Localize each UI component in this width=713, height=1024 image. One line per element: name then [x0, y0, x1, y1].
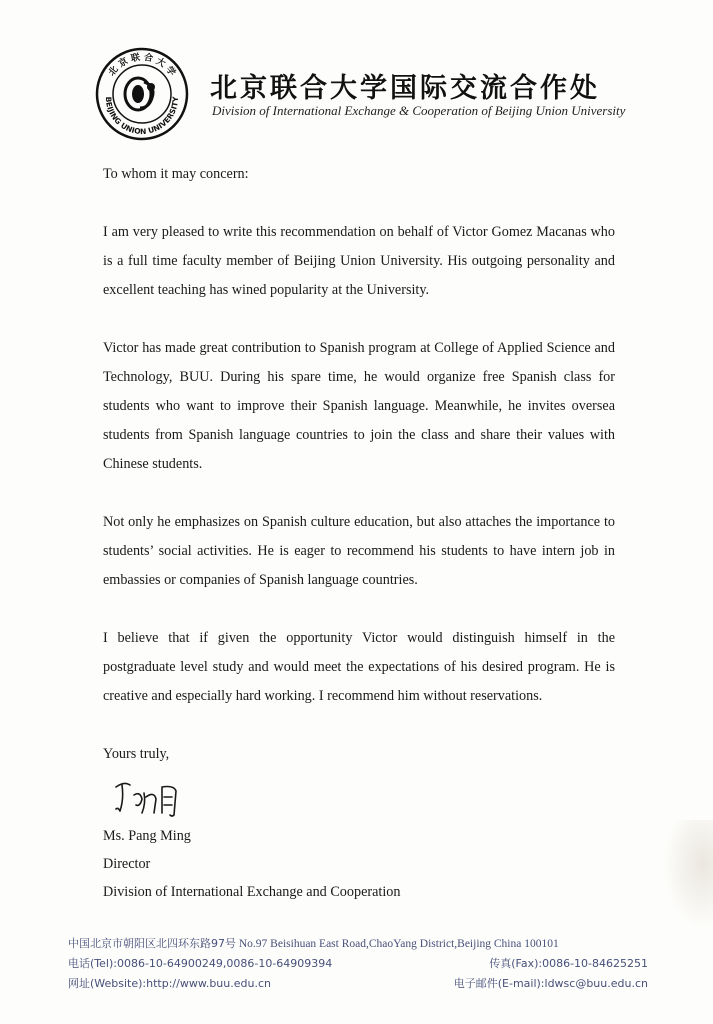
- paragraph-introduction: I am very pleased to write this recommendation on behalf of Victor Gomez Macanas who is a full time faculty member of Beijing Union University. His outgoing personality and excellent teaching has wined popularity at the University.: [103, 224, 615, 298]
- signatory-name: Ms. Pang Ming: [103, 828, 191, 844]
- paragraph-recommendation: I believe that if given the opportunity Victor would distinguish himself in the postgraduate level study and would meet the expectations of his desired program. He is creative and especially hard working. I recommend him without reservations.: [103, 630, 615, 704]
- footer-address-row: [68, 934, 648, 954]
- paragraph-activities: Not only he emphasizes on Spanish culture education, but also attaches the importance to students’ social activities. He is eager to recommend his students to have intern job in embassies or companies of Spanish language countries.: [103, 514, 615, 588]
- letterhead-footer: [68, 934, 648, 994]
- footer-phone-row: [68, 954, 648, 974]
- signatory-department: Division of International Exchange and Cooperation: [103, 884, 401, 900]
- signatory-block: [103, 822, 400, 906]
- svg-text:北 京 联 合 大 学: 北 京 联 合 大 学: [107, 52, 177, 79]
- letter-body: [103, 160, 615, 769]
- paragraph-contribution: Victor has made great contribution to Spanish program at College of Applied Science and Technology, BUU. During his spare time, he would organize free Spanish class for students who want to improve their Spanish language. Meanwhile, he invites oversea students from Spanish language countries to join the class and share their values with Chinese students.: [103, 340, 615, 472]
- paper-stain: [663, 820, 713, 930]
- footer-email: 电子邮件(E-mail):ldwsc@buu.edu.cn: [453, 977, 648, 990]
- organization-name-chinese: 北京联合大学国际交流合作处: [210, 73, 600, 104]
- footer-web-row: [68, 974, 648, 994]
- salutation: To whom it may concern:: [103, 166, 249, 182]
- footer-website: 网址(Website):http://www.buu.edu.cn: [68, 977, 271, 990]
- signatory-title: Director: [103, 856, 151, 872]
- svg-text:BEIJING UNION UNIVERSITY: BEIJING UNION UNIVERSITY: [103, 96, 181, 137]
- footer-fax: 传真(Fax):0086-10-84625251: [489, 957, 648, 970]
- handwritten-signature: [110, 777, 190, 821]
- seal-icon: [94, 46, 190, 142]
- signature-icon: [110, 777, 190, 821]
- footer-address-chinese: 中国北京市朝阳区北四环东路97号: [68, 937, 236, 950]
- footer-address-english: No.97 Beisihuan East Road,ChaoYang District,Beijing China 100101: [238, 938, 559, 950]
- closing: Yours truly,: [103, 746, 170, 762]
- university-seal-logo: [94, 46, 190, 142]
- footer-telephone: 电话(Tel):0086-10-64900249,0086-10-64909394: [68, 957, 333, 970]
- organization-name-english: Division of International Exchange & Cooperation of Beijing Union University: [212, 103, 626, 118]
